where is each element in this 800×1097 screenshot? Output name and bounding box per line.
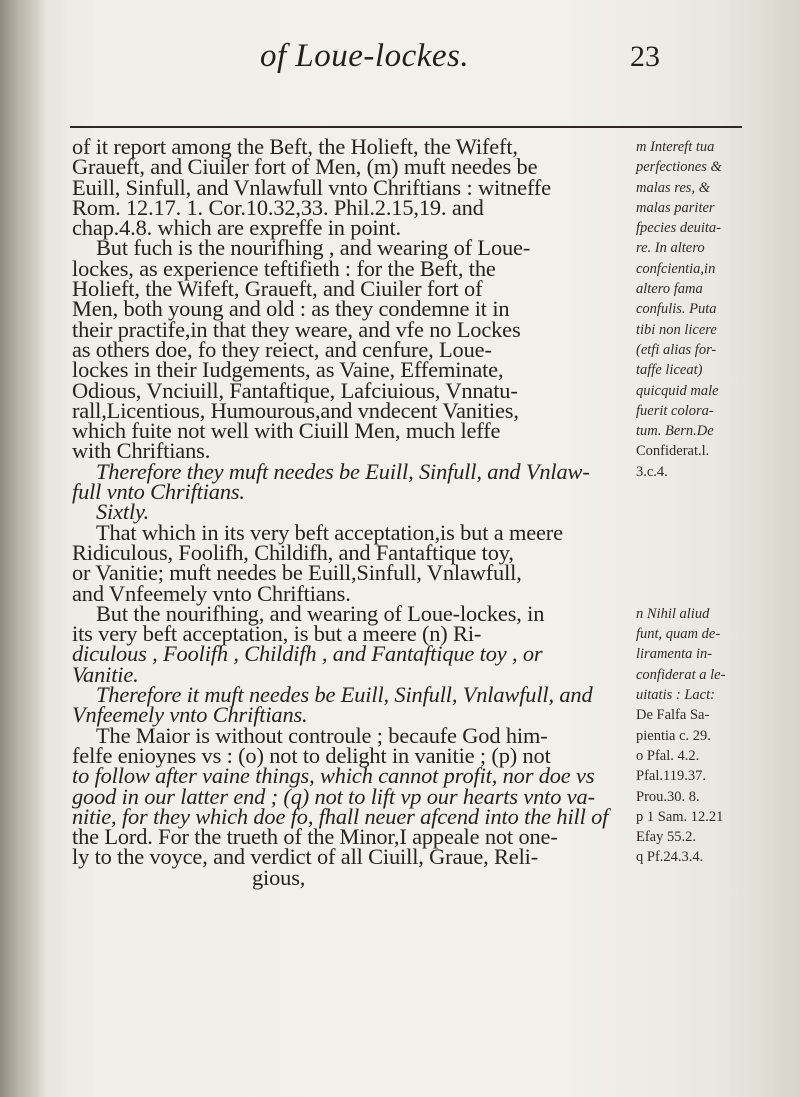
text-line: Vanitie. <box>72 661 139 687</box>
margin-note-line: tum. Bern.De <box>636 423 714 440</box>
text-line: good in our latter end ; (q) not to lift vp our hearts vnto va- <box>72 783 595 809</box>
margin-note-line: o Pfal. 4.2. <box>636 747 700 764</box>
margin-note-line: q Pf.24.3.4. <box>636 849 704 866</box>
text-line: gious, <box>252 864 306 890</box>
margin-note-line: n Nihil aliud <box>636 605 710 622</box>
text-line: Sixtly. <box>96 499 150 525</box>
margin-notes-column <box>636 137 796 868</box>
margin-note-line: tibi non licere <box>636 321 717 338</box>
page-number: 23 <box>630 40 660 73</box>
text-line: Graueft, and Ciuiler fort of Men, (m) muft needes be <box>72 154 538 180</box>
margin-note-line: re. In altero <box>636 240 705 257</box>
margin-note-line: quicquid male <box>636 382 719 399</box>
text-line: Holieft, the Wifeft, Graueft, and Ciuiler fort of <box>72 276 483 302</box>
running-head <box>0 28 800 88</box>
margin-note-line: pientia c. 29. <box>636 727 711 744</box>
text-line: and Vnfeemely vnto Chriftians. <box>72 580 351 606</box>
text-line: That which in its very beft acceptation,is but a meere <box>96 519 563 545</box>
margin-note-line: (etfi alias for- <box>636 341 717 358</box>
main-text-column <box>72 134 632 890</box>
text-line: lockes in their Iudgements, as Vaine, Effeminate, <box>72 357 504 383</box>
header-rule <box>70 126 742 128</box>
margin-note-line: Efay 55.2. <box>636 829 696 846</box>
text-line: with Chriftians. <box>72 438 211 464</box>
text-line: Therefore they muft needes be Euill, Sinfull, and Vnlaw- <box>96 458 590 484</box>
margin-note-line: confiderat a le- <box>636 666 726 683</box>
text-line: felfe enioynes vs : (o) not to delight in vanitie ; (p) not <box>72 742 551 768</box>
margin-note-line <box>636 584 796 604</box>
margin-note-line: altero fama <box>636 281 703 298</box>
text-line: But fuch is the nourifhing , and wearing of Loue- <box>96 235 531 261</box>
margin-note-line: 3.c.4. <box>636 463 668 480</box>
margin-note-line <box>636 502 796 522</box>
margin-note-line: malas pariter <box>636 199 715 216</box>
margin-note-line: fpecies deuita- <box>636 220 721 237</box>
text-line: to follow after vaine things, which cannot profit, nor doe vs <box>72 763 595 789</box>
margin-note-line: fuerit colora- <box>636 402 714 419</box>
margin-note-line: Confiderat.l. <box>636 443 710 460</box>
running-head-title: of Loue-lockes. <box>260 38 470 74</box>
margin-note-line: funt, quam de- <box>636 626 721 643</box>
text-line: nitie, for they which doe fo, fhall neuer afcend into the hill of <box>72 803 609 829</box>
text-line: Euill, Sinfull, and Vnlawfull vnto Chriftians : witneffe <box>72 174 551 200</box>
margin-note-line: malas res, & <box>636 179 710 196</box>
text-line: their practife,in that they weare, and vfe no Lockes <box>72 316 521 342</box>
text-line: diculous , Foolifh , Childifh , and Fantaftique toy , or <box>72 641 543 667</box>
binding-shadow <box>0 0 46 1097</box>
margin-note-line: Prou.30. 8. <box>636 788 700 805</box>
margin-note-line: p 1 Sam. 12.21 <box>636 808 724 825</box>
text-line: Therefore it muft needes be Euill, Sinfull, Vnlawfull, and <box>96 682 593 708</box>
text-line: rall,Licentious, Humourous,and vndecent Vanities, <box>72 397 519 423</box>
text-line: The Maior is without controule ; becaufe God him- <box>96 722 548 748</box>
text-line: lockes, as experience teftifieth : for the Beft, the <box>72 255 496 281</box>
text-line: full vnto Chriftians. <box>72 479 245 505</box>
margin-note-line: liramenta in- <box>636 646 713 663</box>
text-line: Rom. 12.17. 1. Cor.10.32,33. Phil.2.15,19. and <box>72 194 484 220</box>
margin-note-line: uitatis : Lact: <box>636 687 715 704</box>
text-line: the Lord. For the trueth of the Minor,I appeale not one- <box>72 824 558 850</box>
margin-note-line <box>636 563 796 583</box>
text-line: Odious, Vnciuill, Fantaftique, Lafciuious, Vnnatu- <box>72 377 518 403</box>
margin-note-line: perfectiones & <box>636 159 722 176</box>
text-line: which fuite not well with Ciuill Men, much leffe <box>72 418 501 444</box>
text-line: But the nourifhing, and wearing of Loue-lockes, in <box>96 600 545 626</box>
margin-note-line: Pfal.119.37. <box>636 768 706 785</box>
text-line: chap.4.8. which are expreffe in point. <box>72 215 402 241</box>
margin-note-line: taffe liceat) <box>636 362 703 379</box>
text-line: its very beft acceptation, is but a meere (n) Ri- <box>72 621 482 647</box>
margin-note-line: confcientia,in <box>636 260 716 277</box>
text-line: ly to the voyce, and verdict of all Ciuill, Graue, Reli- <box>72 844 539 870</box>
margin-note-line <box>636 482 796 502</box>
text-line: of it report among the Beft, the Holieft, the Wifeft, <box>72 134 518 159</box>
margin-note-line <box>636 543 796 563</box>
margin-note-line: m Intereft tua <box>636 139 715 155</box>
margin-note-line: De Falfa Sa- <box>636 707 710 724</box>
text-line: Men, both young and old : as they condemne it in <box>72 296 510 322</box>
text-line: as others doe, fo they reiect, and cenfure, Loue- <box>72 336 492 362</box>
margin-note-line <box>636 523 796 543</box>
text-line: or Vanitie; muft needes be Euill,Sinfull, Vnlawfull, <box>72 560 522 586</box>
text-line: Vnfeemely vnto Chriftians. <box>72 702 308 728</box>
margin-note-line: confulis. Puta <box>636 301 717 318</box>
text-line: Ridiculous, Foolifh, Childifh, and Fantaftique toy, <box>72 539 514 565</box>
